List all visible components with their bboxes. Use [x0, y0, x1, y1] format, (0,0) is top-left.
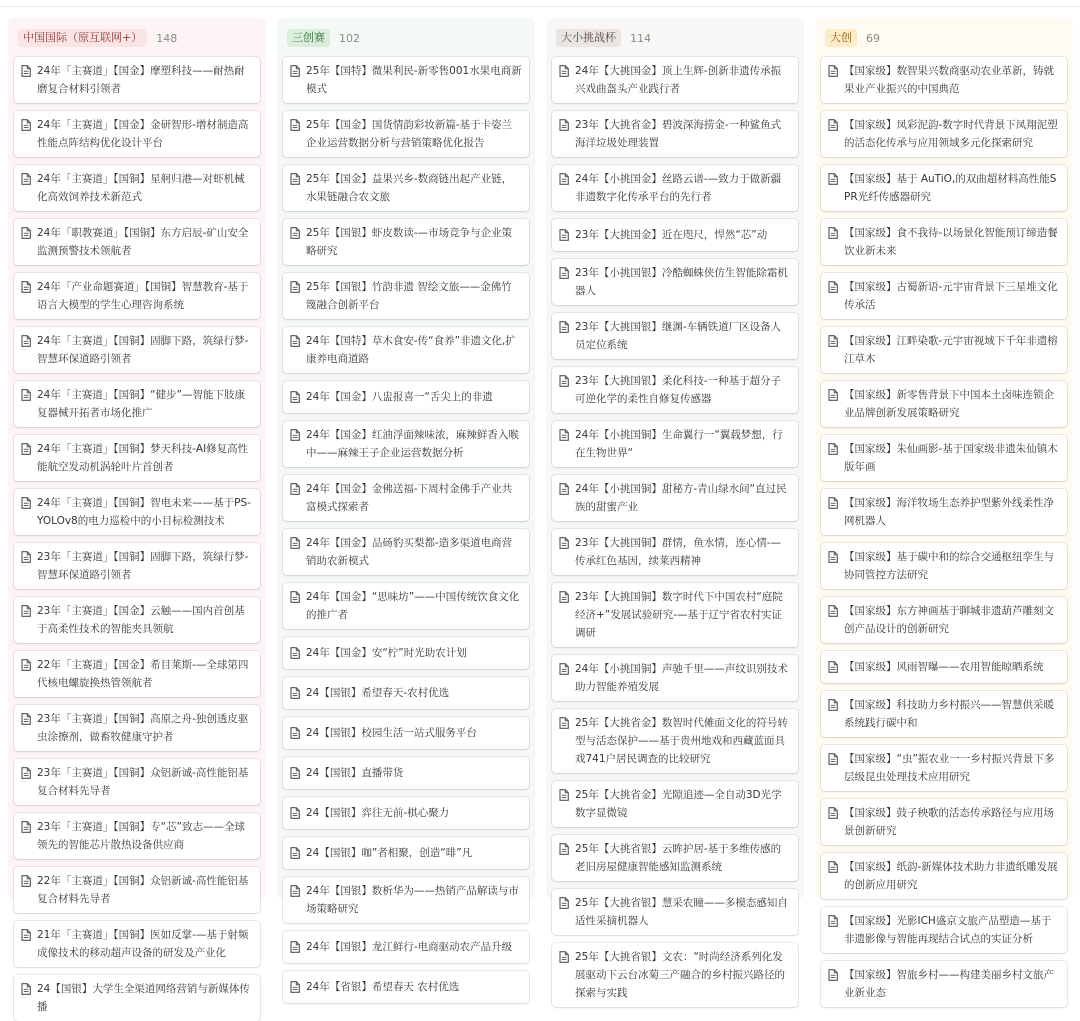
document-icon: [559, 119, 571, 131]
document-icon: [21, 875, 33, 887]
board-card[interactable]: [14, 543, 260, 589]
card-title: 【国家级】基于碳中和的综合交通枢纽孪生与协同管控方法研究: [844, 551, 1054, 581]
card-title: 【国家级】智旅乡村——构建美丽乡村文旅产业新业态: [844, 969, 1054, 999]
column-header: [552, 26, 798, 50]
document-icon: [559, 65, 571, 77]
document-icon: [828, 281, 840, 293]
document-icon: [828, 443, 840, 455]
card-title: 23年【小挑国银】冷酷蜘蛛侠仿生智能除霜机器人: [575, 267, 788, 297]
board-card[interactable]: [821, 165, 1067, 211]
card-title: 23年「主赛道」【国铜】专“芯”致志——全球领先的智能芯片散热设备供应商: [37, 821, 245, 851]
board-card[interactable]: [552, 165, 798, 211]
board-card[interactable]: [14, 867, 260, 913]
board-card[interactable]: [283, 219, 529, 265]
column-count: 69: [866, 31, 880, 45]
document-icon: [290, 981, 302, 993]
column-header: [283, 26, 529, 50]
document-icon: [21, 551, 33, 563]
card-title: 23年「主赛道」【国铜】众铝新诚-高性能铝基复合材料先导者: [37, 767, 249, 797]
board-card[interactable]: [14, 813, 260, 859]
document-icon: [21, 659, 33, 671]
document-icon: [828, 969, 840, 981]
document-icon: [290, 391, 302, 403]
document-icon: [21, 443, 33, 455]
document-icon: [290, 941, 302, 953]
board-card[interactable]: [283, 529, 529, 575]
board-card[interactable]: [14, 921, 260, 967]
document-icon: [21, 713, 33, 725]
card-title: 24年【小挑国金】丝路云谱-—致力于做新疆非遗数字化传承平台的先行者: [575, 173, 782, 203]
document-icon: [290, 429, 302, 441]
card-title: 24年「主赛道」【国铜】智电未来——基于PS-YOLOv8的电力巡检中的小目标检测技术: [37, 497, 251, 527]
card-list: [821, 57, 1067, 1007]
card-title: 【国家级】纸韵-新媒体技术助力非遗纸雕发展的创新应用研究: [844, 861, 1058, 891]
document-icon: [559, 173, 571, 185]
card-title: 【国家级】数智果兴数商驱动农业革新，铸就果业产业振兴的中国典范: [844, 65, 1054, 95]
document-icon: [290, 227, 302, 239]
document-icon: [21, 119, 33, 131]
card-title: 23年【大挑国银】柔化科技-一种基于超分子可逆化学的柔性自修复传感器: [575, 375, 782, 405]
board-card[interactable]: [283, 57, 529, 103]
board-card[interactable]: [283, 421, 529, 467]
column-tag[interactable]: 大小挑战杯: [556, 29, 621, 47]
board-card[interactable]: [14, 219, 260, 265]
board-card[interactable]: [14, 975, 260, 1021]
board-card[interactable]: [552, 529, 798, 575]
document-icon: [559, 483, 571, 495]
board-card[interactable]: [821, 219, 1067, 265]
column-tag[interactable]: 大创: [825, 29, 857, 47]
board-card[interactable]: [821, 961, 1067, 1007]
card-title: 24年【小挑国铜】生命翼行一“翼载梦想，行在生物世界“: [575, 429, 783, 459]
card-title: 23年「主赛道」【国金】云触——国内首创基于高柔性技术的智能夹具领航: [37, 605, 245, 635]
card-title: 24年【国银】数析华为——热销产品解读与市场策略研究: [306, 885, 519, 915]
top-divider: [0, 6, 1080, 7]
board-card[interactable]: [283, 475, 529, 521]
document-icon: [21, 821, 33, 833]
document-icon: [21, 767, 33, 779]
document-icon: [828, 807, 840, 819]
document-icon: [290, 885, 302, 897]
document-icon: [559, 663, 571, 675]
document-icon: [828, 915, 840, 927]
card-title: 23年【大挑国铜】群情，鱼水情，连心情-—传承红色基因，续莱西精神: [575, 537, 782, 567]
board-card[interactable]: [283, 877, 529, 923]
card-title: 23年【大挑省金】碧波深海捞金-一种鲨鱼式海洋垃圾处理装置: [575, 119, 782, 149]
card-title: 24年【大挑国金】顶上生辉-创新非遗传承振兴戏曲盔头产业践行者: [575, 65, 782, 95]
board-card[interactable]: [14, 759, 260, 805]
card-title: 24【国银】大学生全渠道网络营销与新媒体传播: [37, 983, 250, 1013]
board-card[interactable]: [14, 705, 260, 751]
document-icon: [21, 389, 33, 401]
board-card[interactable]: [283, 837, 529, 869]
column-tag[interactable]: 中国国际（原互联网+）: [18, 29, 147, 47]
card-title: 23年【大挑国银】继渊-车辆铁道厂区设备人员定位系统: [575, 321, 782, 351]
board-column-3: [815, 18, 1073, 999]
board-card[interactable]: [283, 165, 529, 211]
document-icon: [828, 551, 840, 563]
document-icon: [828, 227, 840, 239]
card-title: 24年「主赛道」【国金】金研智形-增材制造高性能点阵结构优化设计平台: [37, 119, 249, 149]
card-title: 24年「主赛道」【国铜】“健步”—智能下肢康复器械开拓者市场化推广: [37, 389, 245, 419]
board-card[interactable]: [283, 971, 529, 1003]
board-card[interactable]: [552, 943, 798, 1007]
card-title: 24年【国金】八盅报喜一“舌尖上的非遗: [306, 391, 493, 403]
card-title: 25年【大挑省金】光隙追迹—全自动3D光学数字显微镜: [575, 789, 782, 819]
board-card[interactable]: [821, 853, 1067, 899]
card-title: 23年「主赛道」【国铜】高原之舟-独创透皮驱虫涂擦剂，做畜牧健康守护者: [37, 713, 249, 743]
card-title: 25年【国银】虾皮数读-—市场竞争与企业策略研究: [306, 227, 513, 257]
card-title: 【国家级】鼓子秧歌的活态传承路径与应用场景创新研究: [844, 807, 1054, 837]
board-card[interactable]: [552, 835, 798, 881]
board-card[interactable]: [283, 327, 529, 373]
card-title: 25年【大挑省金】数智时代傩面文化的符号转型与活态保护——基于贵州地戏和西藏蓝面具戏741户居民调查的比较研究: [575, 717, 788, 765]
card-title: 23年「主赛道」【国铜】固脚下路，筑绿行梦-智慧环保道路引领者: [37, 551, 249, 581]
card-title: 25年【国金】国货情韵彩妆新篇-基于卡姿兰企业运营数据分析与营销策略优化报告: [306, 119, 513, 149]
board-card[interactable]: [552, 655, 798, 701]
card-title: 25年【大挑省银】云眸护居-基于多维传感的老旧房屋健康智能感知监测系统: [575, 843, 782, 873]
document-icon: [559, 591, 571, 603]
card-title: 24年【国金】“思味坊”——中国传统饮食文化的推广者: [306, 591, 520, 621]
card-title: 25年【大挑省银】文农：“时尚经济系列化发展驱动下云台冰菊三产融合的乡村振兴路径的探索与实践: [575, 951, 785, 999]
card-title: 25年【国金】益果兴乡-数商链出起产业链，水果链融合农文旅: [306, 173, 513, 203]
board-card[interactable]: [821, 543, 1067, 589]
board-card[interactable]: [283, 273, 529, 319]
board-card[interactable]: [821, 273, 1067, 319]
board-card[interactable]: [821, 799, 1067, 845]
board-column-2: [546, 18, 804, 999]
document-icon: [290, 335, 302, 347]
board-card[interactable]: [552, 313, 798, 359]
board-card[interactable]: [283, 637, 529, 669]
card-title: 【国家级】海洋牧场生态养护型紫外线柔性净网机器人: [844, 497, 1054, 527]
card-title: 23年【大挑国铜】数字时代下中国农村“庭院经济+”发展试验研究-—基于辽宁省农村实证调研: [575, 591, 783, 639]
column-tag[interactable]: 三创赛: [287, 29, 330, 47]
document-icon: [21, 983, 33, 995]
card-title: 24【国银】直播带货: [306, 767, 404, 779]
card-title: 【国家级】光影ICH盛京文旅产品塑造—基于非遗影像与智能再现结合试点的实证分析: [844, 915, 1052, 945]
card-title: 24年【国金】品砀豹买梨都-造多渠道电商营销助农新模式: [306, 537, 513, 567]
document-icon: [559, 717, 571, 729]
column-count: 148: [156, 31, 178, 45]
document-icon: [559, 897, 571, 909]
board-column-0: [8, 18, 266, 1013]
board-card[interactable]: [552, 259, 798, 305]
document-icon: [559, 267, 571, 279]
document-icon: [559, 843, 571, 855]
document-icon: [290, 591, 302, 603]
board-card[interactable]: [552, 421, 798, 467]
document-icon: [21, 335, 33, 347]
card-title: 【国家级】新零售背景下中国本土卤味连锁企业品牌创新发展策略研究: [844, 389, 1054, 419]
board-card[interactable]: [821, 489, 1067, 535]
card-title: 25年【国特】微果利民-新零售001水果电商新模式: [306, 65, 522, 95]
document-icon: [828, 497, 840, 509]
card-title: 21年「主赛道」【国铜】医如反掌-—基于射频成像技术的移动超声设备的研发及产业化: [37, 929, 249, 959]
card-title: 24【国银】校园生活一站式服务平台: [306, 727, 477, 739]
board-card[interactable]: [14, 111, 260, 157]
document-icon: [559, 229, 571, 241]
document-icon: [290, 173, 302, 185]
document-icon: [828, 389, 840, 401]
card-title: 24年「产业命题赛道」【国铜】智慧教育-基于语言大模型的学生心理咨询系统: [37, 281, 249, 311]
board-card[interactable]: [283, 931, 529, 963]
card-title: 24【国银】咖”者相聚，创造“啡”凡: [306, 847, 473, 859]
card-title: 【国家级】风雨智曝——农用智能晾晒系统: [844, 661, 1044, 673]
board-card[interactable]: [283, 757, 529, 789]
card-title: 24年「主赛道」【国铜】星舸归港—对虾机械化高效饲养技术新范式: [37, 173, 245, 203]
card-title: 【国家级】古蜀新语-元宇宙背景下三星堆文化传承活: [844, 281, 1058, 311]
board-card[interactable]: [821, 111, 1067, 157]
card-title: 24年「职教赛道」【国铜】东方启辰-矿山安全监测预警技术领航者: [37, 227, 249, 257]
document-icon: [828, 753, 840, 765]
card-title: 【国家级】朱仙画影-基于国家级非遗朱仙镇木版年画: [844, 443, 1058, 473]
board-card[interactable]: [14, 327, 260, 373]
document-icon: [290, 647, 302, 659]
card-title: 24【国银】希望春天-农村优选: [306, 687, 450, 699]
board-card[interactable]: [14, 651, 260, 697]
document-icon: [21, 929, 33, 941]
card-title: 22年「主赛道」【国金】希目莱斯-—全球第四代核电螺旋换热管领航者: [37, 659, 249, 689]
document-icon: [828, 173, 840, 185]
board-card[interactable]: [821, 597, 1067, 643]
card-list: [552, 57, 798, 1007]
card-title: 24年「主赛道」【国金】摩塑科技——耐热耐磨复合材料引领者: [37, 65, 245, 95]
document-icon: [828, 65, 840, 77]
document-icon: [828, 861, 840, 873]
board-card[interactable]: [552, 475, 798, 521]
card-title: 24年「主赛道」【国铜】梦天科技-AI修复高性能航空发动机涡轮叶片首创者: [37, 443, 249, 473]
board-card[interactable]: [283, 111, 529, 157]
document-icon: [559, 429, 571, 441]
board-card[interactable]: [14, 489, 260, 535]
board-column-1: [277, 18, 535, 993]
board-card[interactable]: [821, 57, 1067, 103]
board-card[interactable]: [821, 691, 1067, 737]
document-icon: [828, 335, 840, 347]
board-card[interactable]: [552, 583, 798, 647]
card-title: 25年【国银】竹韵非遗 智绘文旅——金佛竹篾融合创新平台: [306, 281, 512, 311]
board-card[interactable]: [283, 797, 529, 829]
document-icon: [290, 727, 302, 739]
document-icon: [559, 321, 571, 333]
document-icon: [290, 807, 302, 819]
document-icon: [559, 951, 571, 963]
board-card[interactable]: [14, 165, 260, 211]
board-card[interactable]: [14, 597, 260, 643]
document-icon: [290, 687, 302, 699]
document-icon: [290, 537, 302, 549]
document-icon: [828, 661, 840, 673]
card-title: 【国家级】凤彩泥韵-数字时代背景下凤翔泥塑的活态化传承与应用领域多元化探索研究: [844, 119, 1058, 149]
board-card[interactable]: [14, 435, 260, 481]
board-card[interactable]: [552, 111, 798, 157]
board-card[interactable]: [552, 709, 798, 773]
board-card[interactable]: [552, 57, 798, 103]
column-header: [821, 26, 1067, 50]
document-icon: [21, 605, 33, 617]
board-card[interactable]: [821, 381, 1067, 427]
document-icon: [21, 173, 33, 185]
card-title: 【国家级】食不我待-以场景化智能预订缔造餐饮业新未来: [844, 227, 1058, 257]
board-card[interactable]: [552, 219, 798, 251]
card-list: [283, 57, 529, 1003]
document-icon: [290, 767, 302, 779]
board-card[interactable]: [14, 381, 260, 427]
document-icon: [290, 847, 302, 859]
document-icon: [21, 497, 33, 509]
card-title: 【国家级】东方神画基于聊城非遗葫芦雕刻文创产品设计的创新研究: [844, 605, 1054, 635]
document-icon: [290, 483, 302, 495]
card-title: 25年【大挑省银】慧采农瞳——多模态感知自适性采摘机器人: [575, 897, 788, 927]
card-title: 24年【国特】草木食安-传“食养”非遗文化,扩康养电商道路: [306, 335, 516, 365]
board-card[interactable]: [552, 781, 798, 827]
document-icon: [290, 65, 302, 77]
document-icon: [828, 605, 840, 617]
card-title: 24年【小挑国铜】甜秘方-青山绿水间“直过民族的甜蜜产业: [575, 483, 787, 513]
card-title: 【国家级】江畔染歌-元宇宙视域下千年非遗榕江草木: [844, 335, 1058, 365]
card-title: 24年【国金】金佛送福-下周村金佛手产业共富模式探索者: [306, 483, 513, 513]
board-card[interactable]: [552, 889, 798, 935]
card-title: 22年「主赛道」【国铜】众铝新诚-高性能铝基复合材料先导者: [37, 875, 249, 905]
card-title: 24【国银】弈往无前-棋心聚力: [306, 807, 450, 819]
document-icon: [21, 65, 33, 77]
card-title: 24年【国银】龙江鲜行-电商驱动农产品升级: [306, 941, 513, 953]
document-icon: [559, 537, 571, 549]
card-title: 24年「主赛道」【国铜】固脚下路，筑绿行梦-智慧环保道路引领者: [37, 335, 249, 365]
card-title: 24年【小挑国铜】声驰千里——声纹识别技术助力智能养殖发展: [575, 663, 788, 693]
kanban-board: [8, 18, 1072, 1013]
board-card[interactable]: [821, 745, 1067, 791]
document-icon: [21, 281, 33, 293]
document-icon: [828, 119, 840, 131]
card-list: [14, 57, 260, 1021]
board-card[interactable]: [283, 381, 529, 413]
board-card[interactable]: [821, 651, 1067, 683]
board-card[interactable]: [14, 273, 260, 319]
column-count: 114: [630, 31, 651, 45]
board-card[interactable]: [552, 367, 798, 413]
card-title: 【国家级】科技助力乡村振兴——智慧供采暖系统践行碳中和: [844, 699, 1054, 729]
card-title: 24年【国金】安“柠”时光助农计划: [306, 647, 467, 659]
document-icon: [21, 227, 33, 239]
board-card[interactable]: [283, 583, 529, 629]
board-card[interactable]: [283, 677, 529, 709]
document-icon: [559, 375, 571, 387]
document-icon: [290, 281, 302, 293]
board-card[interactable]: [14, 57, 260, 103]
column-count: 102: [339, 31, 360, 45]
card-title: 24年【国金】红油浮面辣味浓，麻辣鲜香入喉中——麻辣王子企业运营数据分析: [306, 429, 519, 459]
document-icon: [290, 119, 302, 131]
board-card[interactable]: [283, 717, 529, 749]
board-card[interactable]: [821, 907, 1067, 953]
card-title: 【国家级】基于 AuTiO,的双曲超材料高性能SPR光纤传感器研究: [844, 173, 1057, 203]
card-title: 24年【省银】希望春天 农村优选: [306, 981, 460, 993]
document-icon: [828, 699, 840, 711]
card-title: 【国家级】“虫”振农业一一乡村振兴背景下多层级昆虫处理技术应用研究: [844, 753, 1055, 783]
document-icon: [559, 789, 571, 801]
column-header: [14, 26, 260, 50]
board-card[interactable]: [821, 435, 1067, 481]
card-title: 23年【大挑国金】近在咫尺，悍然“芯”动: [575, 229, 768, 241]
board-card[interactable]: [821, 327, 1067, 373]
